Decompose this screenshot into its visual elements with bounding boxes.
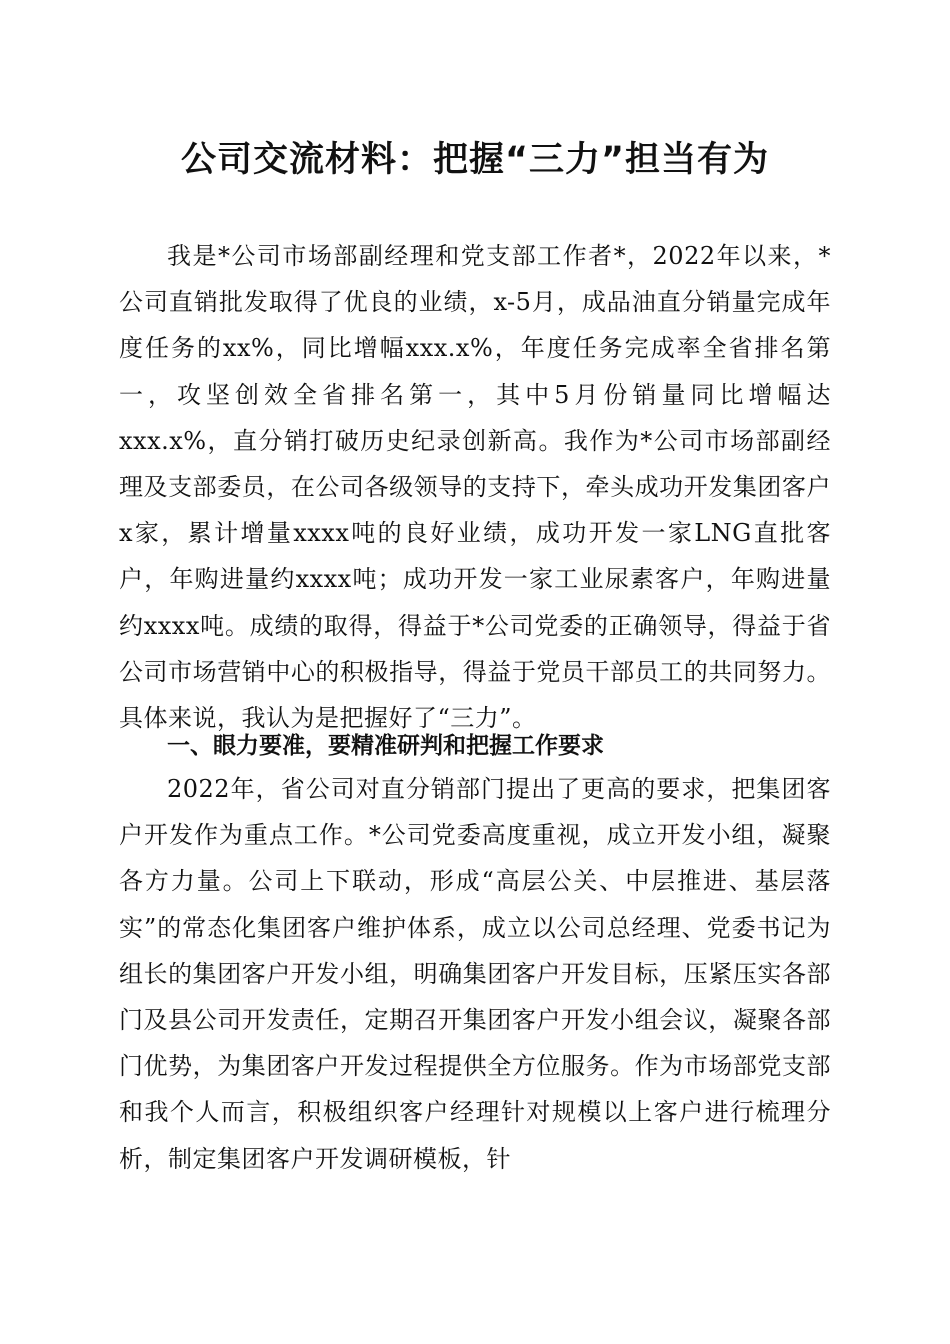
- section-heading: 一、眼力要准，要精准研判和把握工作要求: [167, 733, 604, 759]
- intro-paragraph: 我是*公司市场部副经理和党支部工作者*，2022年以来，*公司直销批发取得了优良的业绩，x-5月，成品油直分销量完成年度任务的xx%，同比增幅xxx.x%，年度任务完成率全省排名第一，攻坚创效全省排名第一，其中5月份销量同比增幅达xxx.x%，直分销打破历史纪录创新高。我作为*公司市场部副经理及支部委员，在公司各级领导的支持下，牵头成功开发集团客户x家，累计增量xxxx吨的良好业绩，成功开发一家LNG直批客户，年购进量约xxxx吨；成功开发一家工业尿素客户，年购进量约xxxx吨。成绩的取得，得益于*公司党委的正确领导，得益于省公司市场营销中心的积极指导，得益于党员干部员工的共同努力。具体来说，我认为是把握好了“三力”。: [119, 242, 831, 733]
- section-paragraph: 2022年，省公司对直分销部门提出了更高的要求，把集团客户开发作为重点工作。*公司党委高度重视，成立开发小组，凝聚各方力量。公司上下联动，形成“高层公关、中层推进、基层落实”的常态化集团客户维护体系，成立以公司总经理、党委书记为组长的集团客户开发小组，明确集团客户开发目标，压紧压实各部门及县公司开发责任，定期召开集团客户开发小组会议，凝聚各部门优势，为集团客户开发过程提供全方位服务。作为市场部党支部和我个人而言，积极组织客户经理针对规模以上客户进行梳理分析，制定集团客户开发调研模板，针: [119, 775, 831, 1173]
- page-title: 公司交流材料：把握“三力”担当有为: [180, 140, 769, 180]
